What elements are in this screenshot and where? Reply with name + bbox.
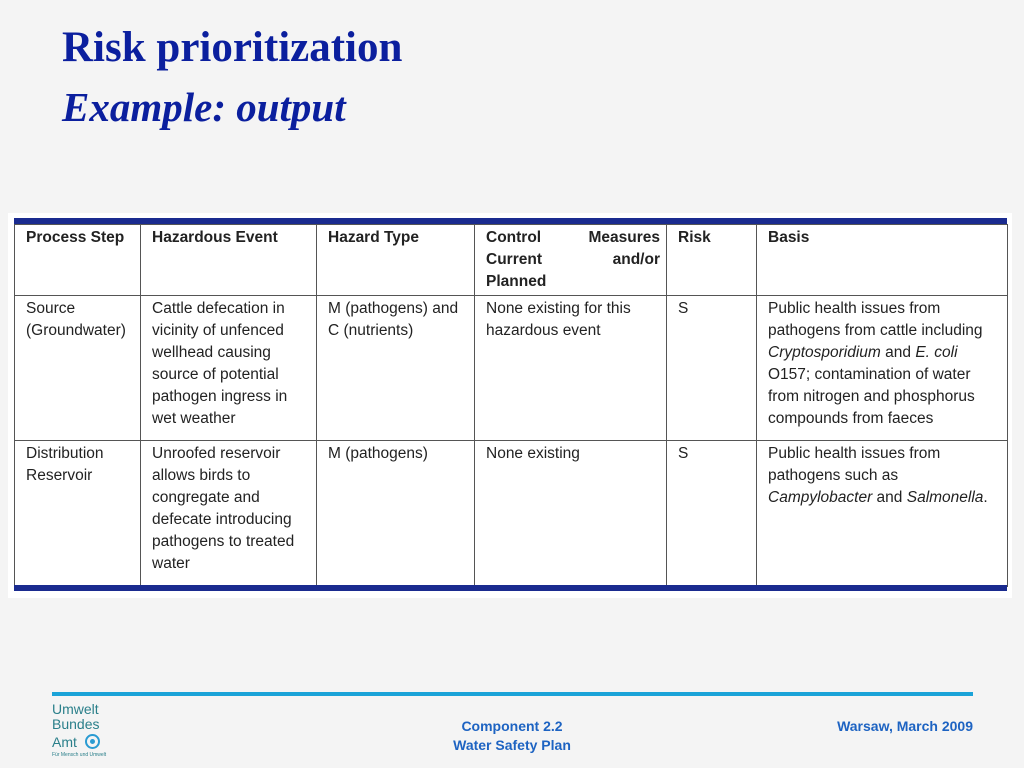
footer-date-location: Warsaw, March 2009 [837,718,973,734]
basis-text: . [983,489,988,506]
logo-line-bundes: Bundes [52,716,100,732]
basis-text: Public health issues from pathogens such as [768,445,941,484]
header-basis: Basis [757,225,1008,296]
slide-subtitle: Example: output [62,84,346,130]
uba-logo [52,702,122,759]
basis-text: and [872,489,907,506]
cell-hazardous-event: Cattle defecation in vicinity of unfenced wellhead causing source of potential pathogen ingress in wet weather [141,296,317,441]
cell-hazard-type: M (pathogens) [317,441,475,587]
cell-hazard-type: M (pathogens) and C (nutrients) [317,296,475,441]
uba-emblem-icon [85,734,100,749]
basis-organism: Campylobacter [768,489,873,506]
cell-control-measures: None existing for this hazardous event [475,296,667,441]
basis-organism: E. coli [915,344,958,361]
table-header-row [15,225,1008,296]
cell-basis [757,296,1008,441]
table-row [15,441,1008,587]
table-bottom-bar [14,585,1007,591]
footer-divider [52,692,973,696]
basis-text: and [880,344,916,361]
header-control-word: Control [486,229,542,246]
header-measures-word: Measures [588,229,660,246]
basis-organism: Salmonella [906,489,984,506]
header-current-word: Current [486,251,542,268]
logo-tagline: Für Mensch und Umwelt [52,752,107,758]
table-row [15,296,1008,441]
logo-line-umwelt: Umwelt [52,701,99,717]
header-control-measures [475,225,667,296]
header-andor-word: and/or [612,251,660,268]
cell-risk: S [667,441,757,587]
risk-table [14,224,1008,587]
header-hazardous-event: Hazardous Event [141,225,317,296]
risk-table-image [8,213,1012,598]
footer-component [412,717,612,755]
basis-text: Public health issues from pathogens from cattle including [768,300,983,339]
header-hazard-type: Hazard Type [317,225,475,296]
cell-control-measures: None existing [475,441,667,587]
footer-component-line1: Component 2.2 [461,718,563,734]
basis-organism: Cryptosporidium [768,344,881,361]
cell-risk: S [667,296,757,441]
header-planned-word: Planned [486,273,547,290]
logo-line-amt: Amt [52,732,122,750]
cell-process-step: Source (Groundwater) [15,296,141,441]
header-process-step: Process Step [15,225,141,296]
cell-hazardous-event: Unroofed reservoir allows birds to congregate and defecate introducing pathogens to treated water [141,441,317,587]
footer-component-line2: Water Safety Plan [453,737,571,753]
slide-title: Risk prioritization [62,24,403,71]
cell-basis [757,441,1008,587]
cell-process-step: Distribution Reservoir [15,441,141,587]
header-risk: Risk [667,225,757,296]
basis-text: O157; contamination of water from nitrogen and phosphorus compounds from faeces [768,366,975,427]
